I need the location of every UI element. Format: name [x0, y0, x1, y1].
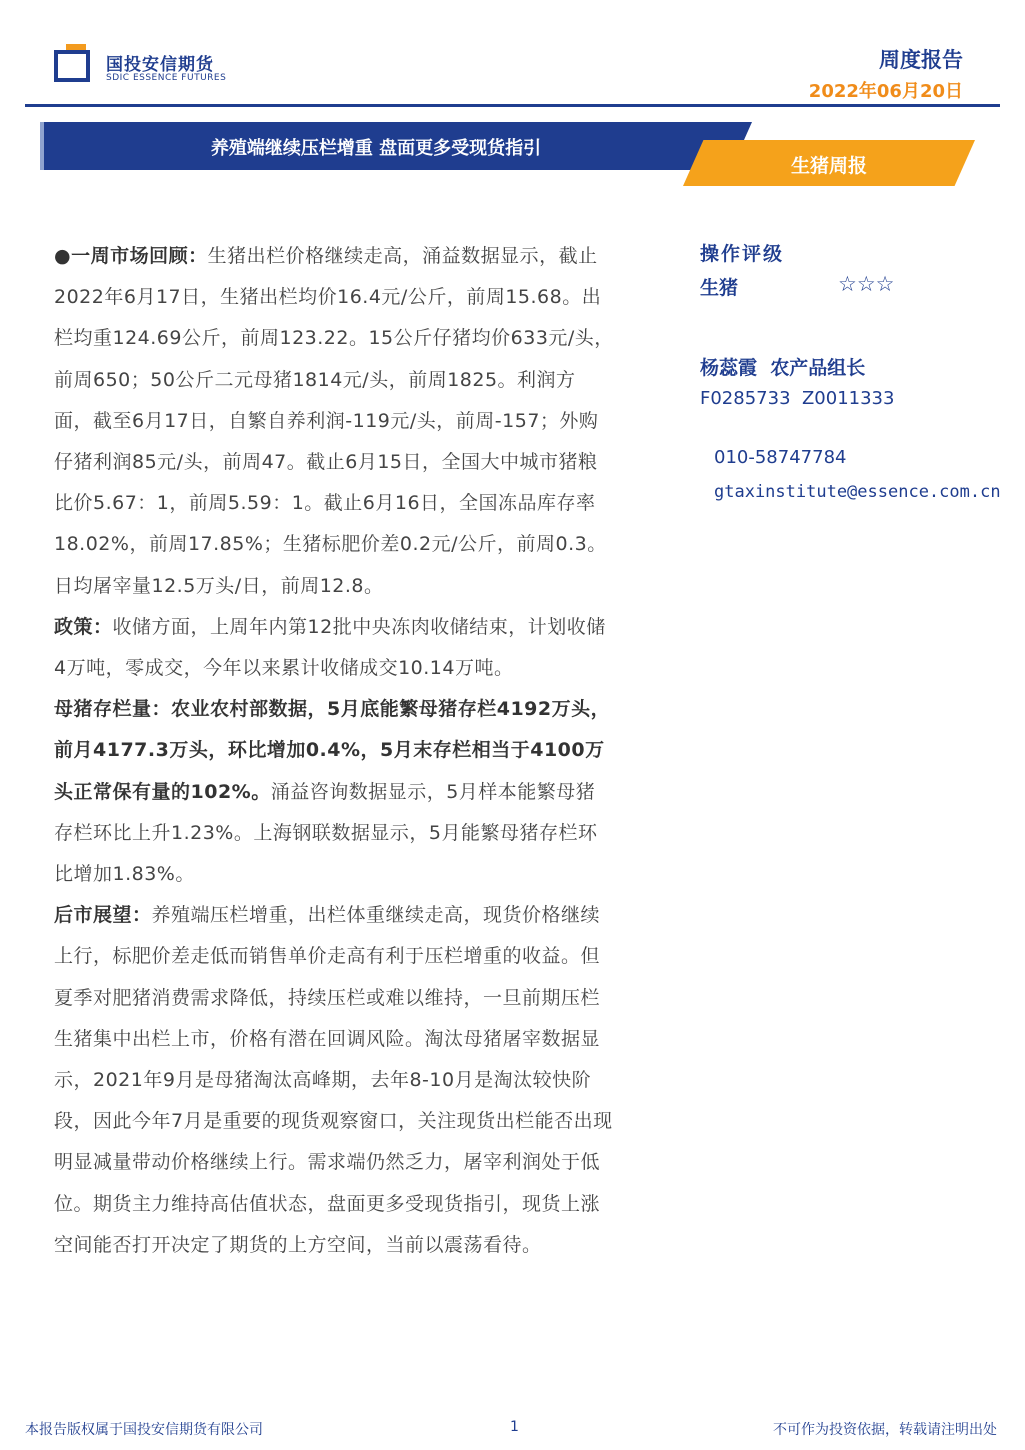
page-number: 1 [510, 1419, 519, 1435]
paragraph-policy [54, 607, 614, 689]
paragraph-text: 养殖端压栏增重，出栏体重继续走高，现货价格继续上行，标肥价差走低而销售单价走高有利于压栏增重的收益。但夏季对肥猪消费需求降低，持续压栏或难以维持，一旦前期压栏生猪集中出栏上市，价格有潜在回调风险。淘汰母猪屠宰数据显示，2021年9月是母猪淘汰高峰期，去年8-10月是淘汰较快阶段，因此今年7月是重要的现货观察窗口，关注现货出栏能否出现明显减量带动价格继续上行。需求端仍然乏力，屠宰利润处于低位。期货主力维持高估值状态，盘面更多受现货指引，现货上涨空间能否打开决定了期货的上方空间，当前以震荡看待。 [54, 904, 613, 1256]
contact-email[interactable]: gtaxinstitute@essence.com.cn [714, 482, 1001, 502]
footer-copyright: 本报告版权属于国投安信期货有限公司 [25, 1422, 263, 1438]
report-type: 周度报告 [879, 48, 963, 72]
report-title: 养殖端继续压栏增重 盘面更多受现货指引 [210, 138, 542, 159]
report-body [54, 236, 614, 1416]
footer-disclaimer: 不可作为投资依据，转载请注明出处 [773, 1422, 997, 1438]
report-date: 2022年06月20日 [808, 81, 963, 102]
company-logo [54, 44, 98, 84]
paragraph-text: 涌益咨询数据显示，5月样本能繁母猪存栏环比上升1.23%。上海钢联数据显示，5月能繁母猪存栏环比增加1.83%。 [54, 780, 598, 886]
rating-heading: 操作评级 [700, 243, 785, 265]
paragraph-outlook [54, 895, 614, 1266]
section-label: 母猪存栏量： [54, 698, 172, 721]
report-category: 生猪周报 [790, 155, 867, 177]
brand-name-cn: 国投安信期货 [106, 55, 214, 75]
rating-item: 生猪 [700, 277, 739, 299]
analyst-license: F0285733 Z0011333 [700, 388, 895, 409]
paragraph-market-review [54, 236, 614, 607]
paragraph-bold-text: 农业农村部数据，5月底能繁母猪存栏4192万头，前月4177.3万头，环比增加0.4%，5月末存栏相当于4100万头正常保有量的102%。 [54, 698, 611, 803]
section-label: 后市展望： [54, 904, 152, 927]
paragraph-text: 生猪出栏价格继续走高，涌益数据显示，截止2022年6月17日，生猪出栏均价16.4元/公斤，前周15.68。出栏均重124.69公斤，前周123.22。15公斤仔猪均价633元/头，前周650；50公斤二元母猪1814元/头，前周1825。利润方面，截至6月17日，自繁自养利润-119元/头，前周-157；外购仔猪利润85元/头，前周47。截止6月15日，全国大中城市猪粮比价5.67：1，前周5.59：1。截止6月16日，全国冻品库存率18.02%，前周17.85%；生猪标肥价差0.2元/公斤，前周0.3。日均屠宰量12.5万头/日，前周12.8。 [54, 245, 614, 597]
section-label: 政策： [54, 615, 113, 638]
paragraph-sow-inventory [54, 689, 614, 895]
contact-phone: 010-58747784 [714, 447, 847, 468]
analyst-name: 杨蕊霞 农产品组长 [700, 357, 866, 379]
brand-name-en: SDIC ESSENCE FUTURES [106, 73, 227, 83]
section-label: ●一周市场回顾： [54, 245, 208, 267]
paragraph-text: 收储方面，上周年内第12批中央冻肉收储结束，计划收储4万吨，零成交，今年以来累计收储成交10.14万吨。 [54, 615, 606, 680]
header-divider [25, 104, 1000, 107]
rating-stars: ☆☆☆ [838, 272, 895, 296]
